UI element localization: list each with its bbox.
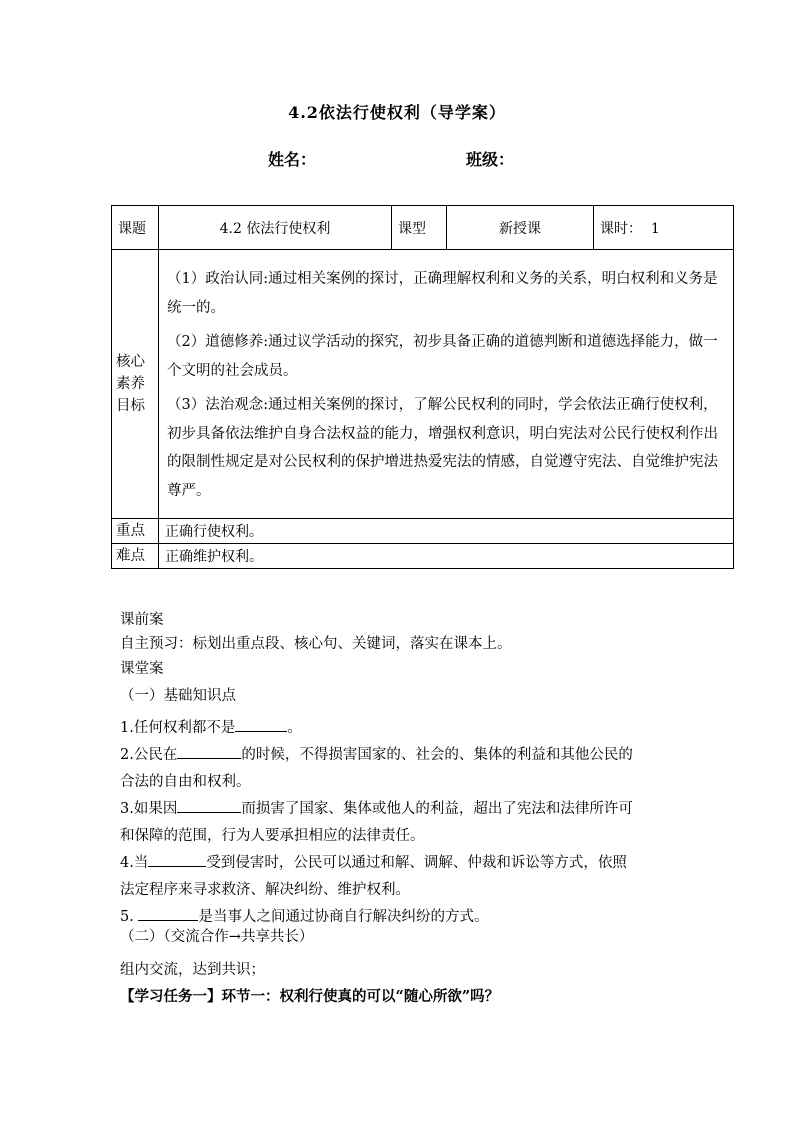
- type-label: 课型: [392, 206, 447, 250]
- question-2: 2.公民在 的时候，不得损害国家的、社会的、集体的利益和其他公民的: [120, 743, 633, 764]
- part2-heading: （二）（交流合作→共享共长）: [120, 929, 314, 945]
- hours-label: 课时：: [600, 220, 642, 237]
- goal-moral: （2）道德修养:通过议学活动的探究，初步具备正确的道德判断和道德选择能力，做一个文明的社会成员。: [167, 334, 718, 379]
- topic-value: 4.2 依法行使权利: [159, 206, 392, 250]
- question-2-cont: 合法的自由和权利。: [120, 774, 251, 790]
- hours-cell: [594, 206, 734, 250]
- type-value: 新授课: [447, 206, 594, 250]
- name-label: 姓名：: [268, 150, 317, 169]
- part1-heading: （一）基础知识点: [120, 688, 236, 704]
- question-1: 1.任何权利都不是 。: [120, 716, 302, 737]
- goals-label: 核心素养目标: [112, 250, 159, 519]
- goals-content: [159, 250, 734, 519]
- table-row: [112, 519, 734, 544]
- goal-political: （1）政治认同:通过相关案例的探讨，正确理解权利和义务的关系，明白权利和义务是统一的。: [167, 271, 718, 316]
- question-3-cont: 和保障的范围，行为人要承担相应的法律责任。: [120, 828, 425, 844]
- hours-value: 1: [650, 220, 660, 237]
- fill-blank[interactable]: [138, 905, 198, 921]
- fill-blank[interactable]: [177, 743, 241, 759]
- goal-legal: （3）法治观念:通过相关案例的探讨，了解公民权利的同时，学会依法正确行使权利，初步具备依法维护自身合法权益的能力，增强权利意识，明白宪法对公民行使权利作出的限制性规定是对公民权利的保护增进热爱宪法的情感，自觉遵守宪法、自觉维护宪法尊严。: [167, 397, 718, 499]
- difficult-label: 难点: [112, 544, 159, 569]
- question-4: 4.当 受到侵害时，公民可以通过和解、调解、仲裁和诉讼等方式，依照: [120, 851, 627, 872]
- key-value: 正确行使权利。: [159, 519, 734, 544]
- question-3: 3.如果因 而损害了国家、集体或他人的利益，超出了宪法和法律所许可: [120, 797, 633, 818]
- difficult-value: 正确维护权利。: [159, 544, 734, 569]
- task-heading: 【学习任务一】环节一：权利行使真的可以“随心所欲”吗？: [120, 988, 500, 1005]
- table-row: [112, 206, 734, 250]
- class-label: 班级：: [466, 150, 515, 169]
- in-class-heading: 课堂案: [120, 661, 164, 677]
- self-study-text: 自主预习：标划出重点段、核心句、关键词，落实在课本上。: [120, 636, 512, 652]
- fill-blank[interactable]: [148, 851, 206, 867]
- key-label: 重点: [112, 519, 159, 544]
- table-row: [112, 250, 734, 519]
- group-text: 组内交流，达到共识；: [120, 962, 265, 978]
- question-5: 5. 是当事人之间通过协商自行解决纠纷的方式。: [120, 905, 488, 926]
- topic-label: 课题: [112, 206, 159, 250]
- lesson-info-table: [111, 205, 734, 569]
- question-4-cont: 法定程序来寻求救济、解决纠纷、维护权利。: [120, 882, 410, 898]
- fill-blank[interactable]: [177, 797, 241, 813]
- table-row: [112, 544, 734, 569]
- document-title: 4.2依法行使权利（导学案）: [288, 103, 506, 122]
- fill-blank[interactable]: [235, 716, 287, 732]
- pre-class-heading: 课前案: [120, 612, 164, 628]
